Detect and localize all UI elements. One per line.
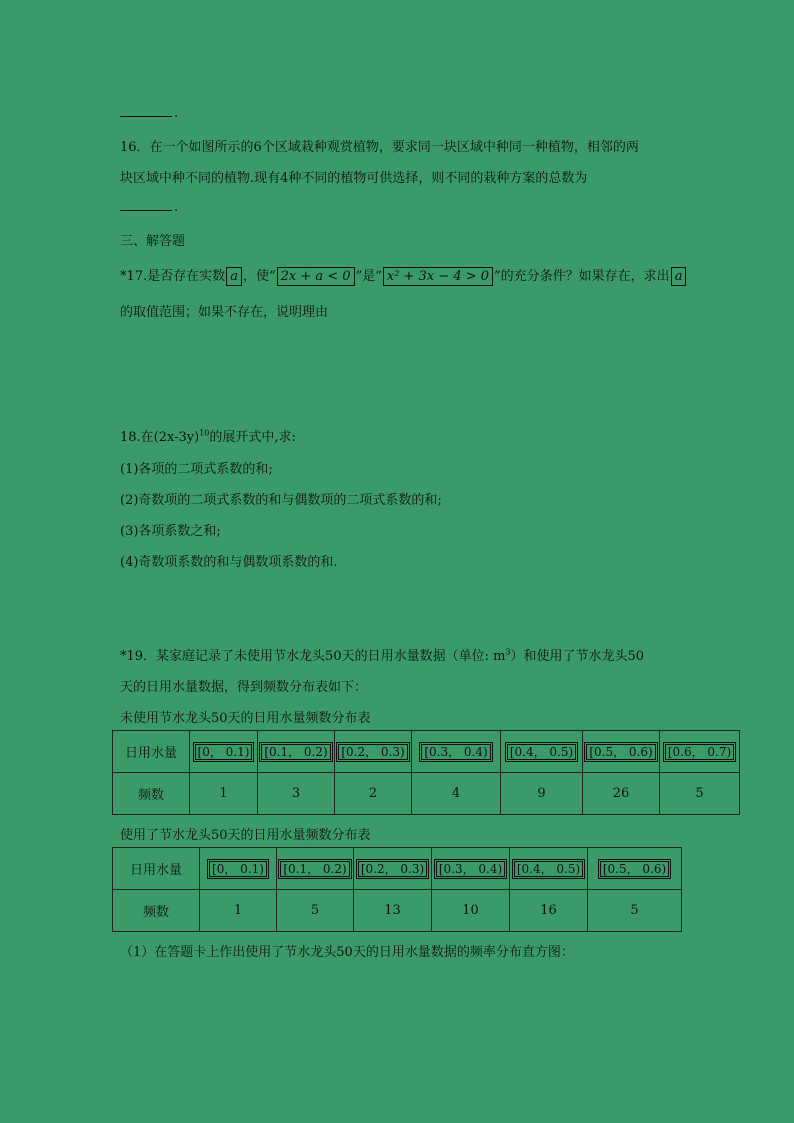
q17-line-2: 的取值范围；如果不存在，说明理由 [120, 305, 329, 320]
interval-cell: [0.5， 0.6) [583, 731, 660, 773]
count-cell: 5 [660, 773, 740, 815]
interval-cell: [0.2， 0.3) [335, 731, 412, 773]
condition-2-box: x² + 3x − 4 > 0 [383, 267, 493, 286]
count-cell: 5 [277, 890, 354, 932]
count-cell: 3 [258, 773, 335, 815]
var-a-box-2: a [671, 267, 687, 286]
interval-cell: [0， 0.1) [190, 731, 258, 773]
count-cell: 10 [432, 890, 510, 932]
q18-item-3: (3)各项系数之和; [120, 524, 221, 539]
q19-line-2: 天的日用水量数据，得到频数分布表如下： [120, 680, 368, 695]
count-cell: 4 [412, 773, 501, 815]
q18-item-2: (2)奇数项的二项式系数的和与偶数项的二项式系数的和; [120, 493, 442, 508]
interval-cell: [0.2， 0.3) [354, 848, 432, 890]
count-cell: 26 [583, 773, 660, 815]
answer-blank [120, 198, 172, 211]
count-cell: 16 [510, 890, 588, 932]
q18-item-1: (1)各项的二项式系数的和; [120, 462, 273, 477]
var-a-box: a [226, 267, 242, 286]
frequency-table-2 [112, 847, 682, 932]
answer-blank [120, 104, 172, 117]
interval-cell: [0.3， 0.4) [412, 731, 501, 773]
interval-cell: [0.4， 0.5) [501, 731, 583, 773]
q18-title: 18.在$(2x-3y)^{10}$的展开式中,求: [120, 428, 296, 445]
frequency-table-1 [112, 730, 740, 815]
interval-cell: [0.1， 0.2) [277, 848, 354, 890]
interval-cell: [0.5， 0.6) [588, 848, 682, 890]
interval-cell: [0.4， 0.5) [510, 848, 588, 890]
count-cell: 5 [588, 890, 682, 932]
table2-header-label: 日用水量 [113, 848, 200, 890]
q19-subquestion-1: （1）在答题卡上作出使用了节水龙头50天的日用水量数据的频率分布直方图： [120, 945, 574, 960]
q15-answer-line: . [120, 104, 178, 121]
count-cell: 1 [200, 890, 277, 932]
count-cell: 1 [190, 773, 258, 815]
section-heading: 三、解答题 [120, 234, 186, 249]
q19-line-1: *19．某家庭记录了未使用节水龙头50天的日用水量数据（单位: $m^3$）和使用了节水龙头50 [120, 647, 645, 664]
q17-line-1: *17.是否存在实数 a ，使“ 2x + a < 0 ”是“ x² + 3x − 4 > 0 ”的充分条件？如果存在，求出 a [120, 265, 687, 286]
q16-answer-line: . [120, 198, 178, 215]
table1-header-label: 日用水量 [113, 731, 190, 773]
count-cell: 9 [501, 773, 583, 815]
table1-count-label: 频数 [113, 773, 190, 815]
table2-caption: 使用了节水龙头50天的日用水量频数分布表 [120, 828, 371, 843]
count-cell: 13 [354, 890, 432, 932]
condition-1-box: 2x + a < 0 [277, 267, 355, 286]
interval-cell: [0， 0.1) [200, 848, 277, 890]
q16-line-2: 块区域中种不同的植物.现有4种不同的植物可供选择，则不同的栽种方案的总数为 [120, 171, 588, 186]
q16-line-1: 16．在一个如图所示的6个区域栽种观赏植物，要求同一块区域中种同一种植物，相邻的两 [120, 140, 639, 155]
count-cell: 2 [335, 773, 412, 815]
interval-cell: [0.6， 0.7) [660, 731, 740, 773]
interval-cell: [0.1， 0.2) [258, 731, 335, 773]
q18-item-4: (4)奇数项系数的和与偶数项系数的和. [120, 555, 338, 570]
table1-caption: 未使用节水龙头50天的日用水量频数分布表 [120, 711, 371, 726]
table2-count-label: 频数 [113, 890, 200, 932]
interval-cell: [0.3， 0.4) [432, 848, 510, 890]
